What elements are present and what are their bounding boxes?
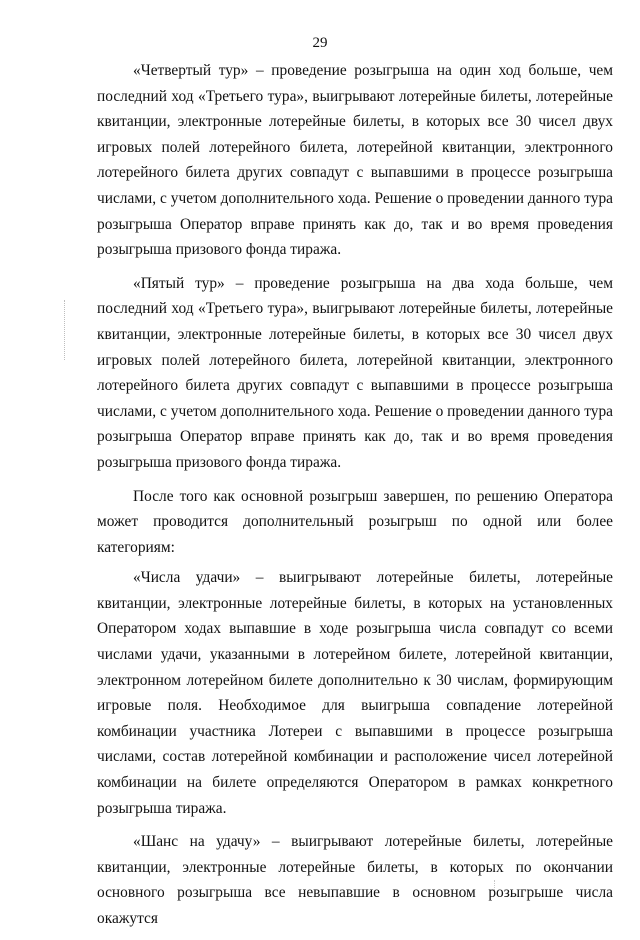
paragraph-lucky-numbers: «Числа удачи» – выигрывают лотерейные билеты, лотерейные квитанции, электронные лотерейные билеты, в которых на установленных Оператором ходах выпавшие в ходе розыгрыша числа совпадут со всеми числами удачи, указанными в лотерейном билете, лотерейной квитанции, электронном лотерейном билете дополнительно к 30 числам, формирующим игровые поля. Необходимое для выигрыша совпадение лотерейной комбинации участника Лотереи с выпавшими в процессе розыгрыша числами, состав лотерейной комбинации и расположение чисел лотерейной комбинации на билете определяются Оператором в рамках конкретного розыгрыша тиража. [97, 569, 613, 817]
paragraph-additional-draw: После того как основной розыгрыш завершен, по решению Оператора может проводится дополнительный розыгрыш по одной или более категориям: [97, 487, 613, 556]
document-body [97, 58, 613, 940]
scan-bottom-mark [494, 880, 496, 890]
paragraph-fifth-round: «Пятый тур» – проведение розыгрыша на два хода больше, чем последний ход «Третьего тура», выигрывают лотерейные билеты, лотерейные квитанции, электронные лотерейные билеты, в которых все 30 чисел двух игровых полей лотерейного билета, лотерейной квитанции, электронного лотерейного билета других совпадут с выпавшими в процессе розыгрыша числами, с учетом дополнительного хода. Решение о проведении данного тура розыгрыша Оператор вправе принять как до, так и во время проведения розыгрыша призового фонда тиража. [97, 274, 613, 471]
page-number: 29 [312, 35, 328, 51]
scan-margin-mark [64, 300, 66, 360]
paragraph-fourth-round: «Четвертый тур» – проведение розыгрыша на один ход больше, чем последний ход «Третьего тура», выигрывают лотерейные билеты, лотерейные квитанции, электронные лотерейные билеты, в которых все 30 чисел двух игровых полей лотерейного билета, лотерейной квитанции, электронного лотерейного билета других совпадут с выпавшими в процессе розыгрыша числами, с учетом дополнительного хода. Решение о проведении данного тура розыгрыша Оператор вправе принять как до, так и во время проведения розыгрыша призового фонда тиража. [97, 62, 613, 259]
paragraph-chance-for-luck: «Шанс на удачу» – выигрывают лотерейные билеты, лотерейные квитанции, электронные лотерейные билеты, в которых по окончании основного розыгрыша все невыпавшие в основном розыгрыше числа окажутся [97, 833, 613, 927]
